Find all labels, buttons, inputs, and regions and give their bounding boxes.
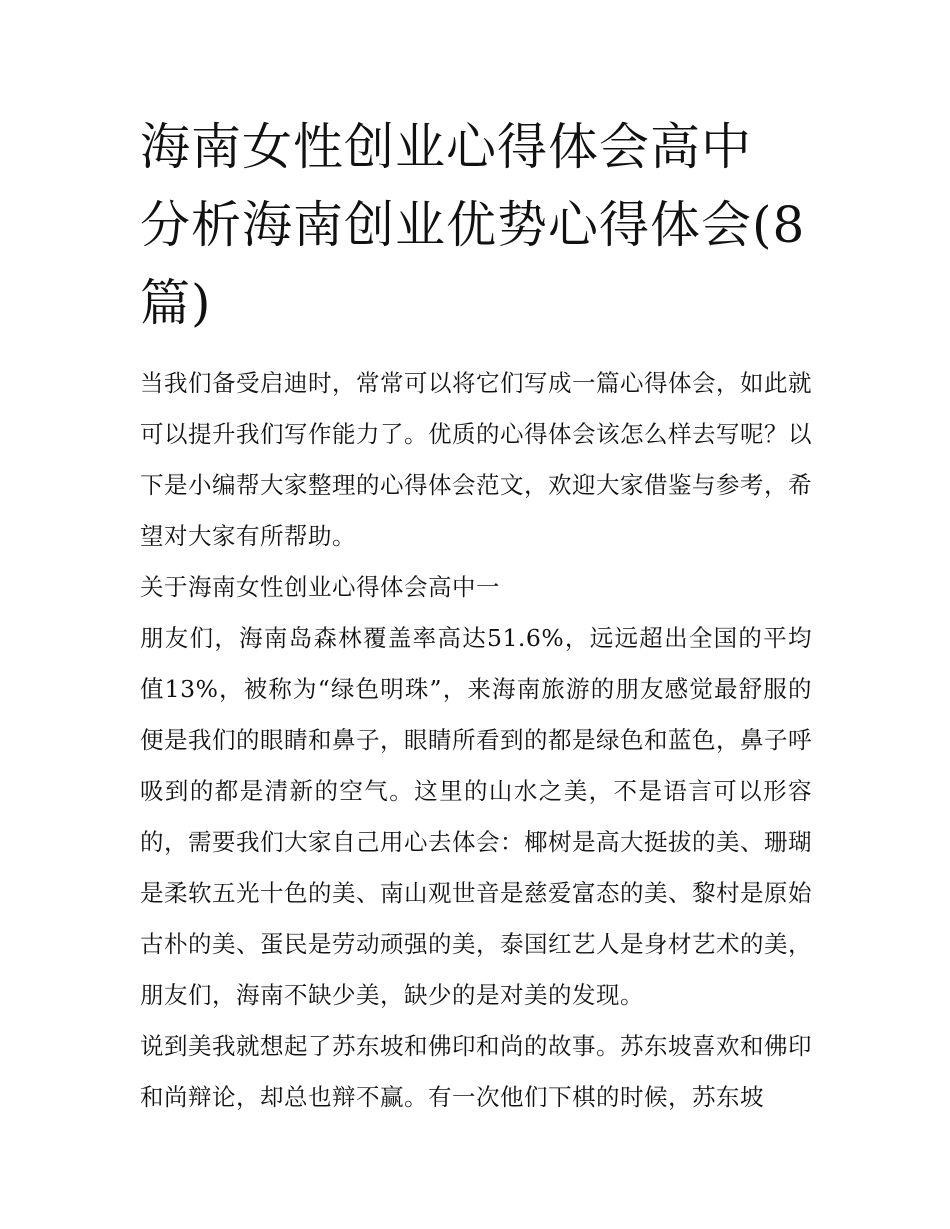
document-page [140, 108, 812, 1123]
body-paragraph: 朋友们，海南岛森林覆盖率高达51.6%，远远超出全国的平均值13%，被称为“绿色明珠”，来海南旅游的朋友感觉最舒服的便是我们的眼睛和鼻子，眼睛所看到的都是绿色和蓝色，鼻子呼吸到的都是清新的空气。这里的山水之美，不是语言可以形容的，需要我们大家自己用心去体会：椰树是高大挺拔的美、珊瑚是柔软五光十色的美、南山观世音是慈爱富态的美、黎村是原始古朴的美、蛋民是劳动顽强的美，泰国红艺人是身材艺术的美，朋友们，海南不缺少美，缺少的是对美的发现。 [140, 624, 812, 1009]
body-paragraph: 说到美我就想起了苏东坡和佛印和尚的故事。苏东坡喜欢和佛印和尚辩论，却总也辩不赢。有一次他们下棋的时候，苏东坡 [140, 1032, 812, 1111]
document-title: 海南女性创业心得体会高中 分析海南创业优势心得体会(8篇) [140, 118, 806, 332]
document-body [140, 358, 812, 1123]
intro-paragraph: 当我们备受启迪时，常常可以将它们写成一篇心得体会，如此就可以提升我们写作能力了。优质的心得体会该怎么样去写呢？以下是小编帮大家整理的心得体会范文，欢迎大家借鉴与参考，希望对大家有所帮助。 [140, 369, 812, 550]
section-heading: 关于海南女性创业心得体会高中一 [140, 573, 500, 601]
